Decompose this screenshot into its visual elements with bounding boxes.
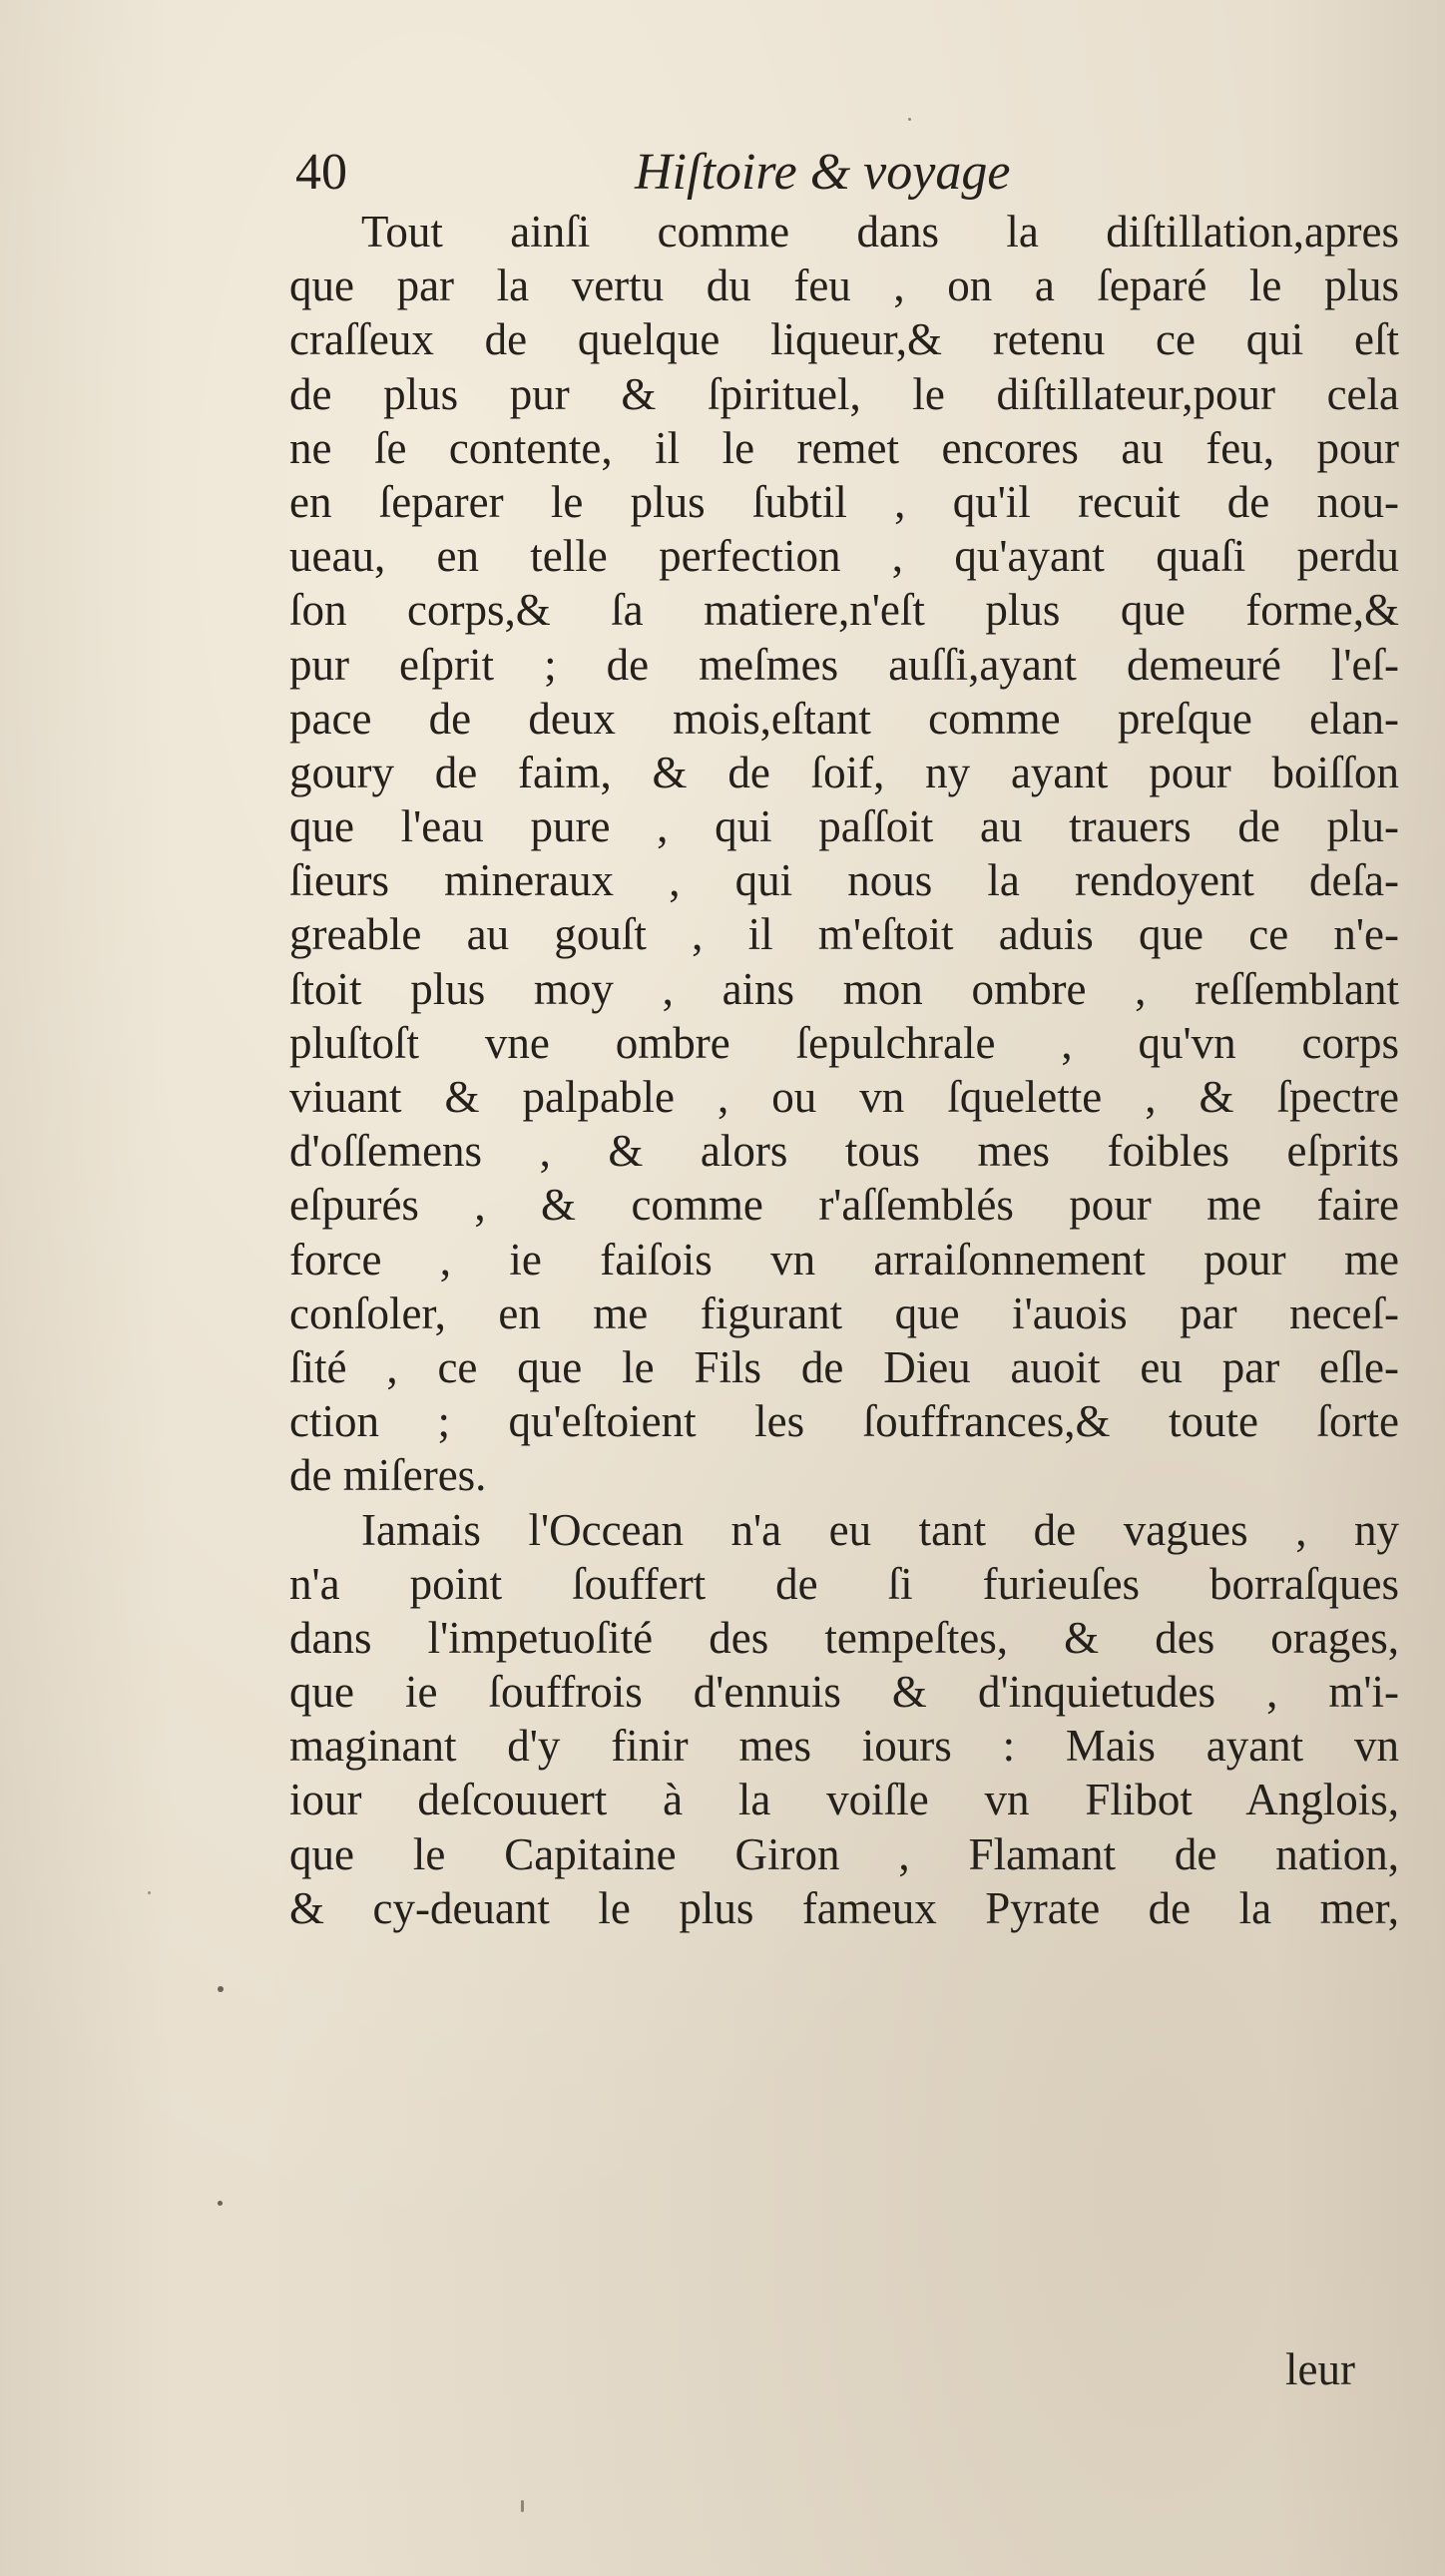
text-line: ction ; qu'eſtoient les ſouffrances,& toute ſorte — [289, 1396, 1399, 1447]
text-line: maginant d'y finir mes iours : Mais ayant vn — [289, 1721, 1399, 1772]
text-line: ſieurs mineraux , qui nous la rendoyent deſa- — [289, 855, 1399, 906]
paper-speck — [908, 118, 911, 121]
running-title: Hiſtoire & voyage — [635, 144, 1011, 201]
text-line: de plus pur & ſpirituel, le diſtillateur,pour cela — [289, 368, 1399, 419]
text-line: que le Capitaine Giron , Flamant de nation, — [289, 1828, 1399, 1879]
text-line: d'oſſemens , & alors tous mes foibles eſprits — [289, 1126, 1399, 1177]
text-line: pluſtoſt vne ombre ſepulchrale , qu'vn corps — [289, 1017, 1399, 1068]
text-line: Iamais l'Occean n'a eu tant de vagues , ny — [361, 1504, 1399, 1555]
page-header — [295, 138, 1124, 208]
page-number: 40 — [295, 144, 347, 201]
text-line: eſpurés , & comme r'aſſemblés pour me faire — [289, 1180, 1399, 1231]
paper-speck — [218, 2201, 223, 2206]
text-line: iour deſcouuert à la voiſle vn Flibot Anglois, — [289, 1775, 1399, 1825]
text-line: & cy-deuant le plus fameux Pyrate de la mer, — [289, 1882, 1399, 1933]
text-line: en ſeparer le plus ſubtil , qu'il recuit de nou- — [289, 476, 1399, 527]
paper-speck — [521, 2500, 524, 2512]
text-line: que par la vertu du feu , on a ſeparé le plus — [289, 260, 1399, 311]
text-line: que ie ſouffrois d'ennuis & d'inquietudes , m'i- — [289, 1667, 1399, 1718]
text-line: goury de faim, & de ſoif, ny ayant pour boiſſon — [289, 747, 1399, 797]
text-line: pur eſprit ; de meſmes auſſi,ayant demeuré l'eſ- — [289, 639, 1399, 690]
body-text — [289, 205, 1399, 1935]
text-line: force , ie faiſois vn arraiſonnement pour me — [289, 1234, 1399, 1285]
text-line: ſtoit plus moy , ains mon ombre , reſſemblant — [289, 963, 1399, 1014]
text-line: ne ſe contente, il le remet encores au feu, pour — [289, 422, 1399, 473]
paper-speck — [218, 1986, 224, 1992]
text-line: de miſeres. — [289, 1450, 487, 1501]
text-line: dans l'impetuoſité des tempeſtes, & des orages, — [289, 1612, 1399, 1663]
text-line: craſſeux de quelque liqueur,& retenu ce qui eſt — [289, 314, 1399, 365]
text-line: ueau, en telle perfection , qu'ayant quaſi perdu — [289, 531, 1399, 582]
text-line: viuant & palpable , ou vn ſquelette , & ſpectre — [289, 1072, 1399, 1122]
catchword: leur — [1285, 2344, 1355, 2394]
paper-speck — [148, 1891, 151, 1894]
text-line: Tout ainſi comme dans la diſtillation,apres — [361, 207, 1399, 257]
text-line: greable au gouſt , il m'eſtoit aduis que ce n'e- — [289, 909, 1399, 960]
text-line: ſon corps,& ſa matiere,n'eſt plus que forme,& — [289, 585, 1399, 636]
text-line: n'a point ſouffert de ſi furieuſes borraſques — [289, 1558, 1399, 1609]
text-line: pace de deux mois,eſtant comme preſque elan- — [289, 693, 1399, 744]
text-line: conſoler, en me figurant que i'auois par neceſ- — [289, 1288, 1399, 1338]
text-line: que l'eau pure , qui paſſoit au trauers de plu- — [289, 801, 1399, 852]
text-line: ſité , ce que le Fils de Dieu auoit eu par eſle- — [289, 1341, 1399, 1392]
